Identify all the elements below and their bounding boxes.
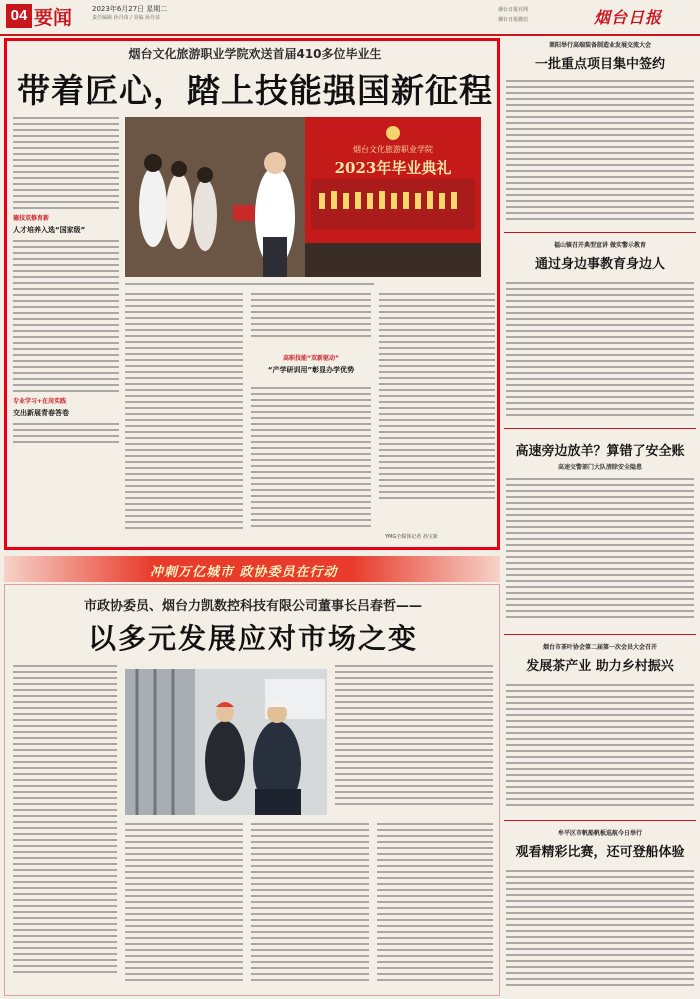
page-number: 04 bbox=[6, 4, 32, 28]
inline-subhead: 高职技能“双新驱动” “产学研训用”彰显办学优势 bbox=[267, 355, 355, 374]
editor-line: 责任编辑 孙丹苗 / 美编 孙丹苗 bbox=[92, 15, 161, 21]
subhead: 专业学习+在岗实践 bbox=[13, 398, 67, 405]
graduation-photo bbox=[125, 117, 481, 277]
right-headline[interactable]: 高速旁边放羊？算错了安全账 bbox=[515, 444, 685, 459]
lead-body-column bbox=[379, 293, 495, 529]
divider bbox=[504, 428, 696, 429]
subhead: 交出新展青春答卷 bbox=[13, 409, 69, 417]
second-body-column bbox=[125, 823, 243, 991]
lead-kicker: 烟台文化旅游职业学院欢送首届410多位毕业生 bbox=[128, 47, 382, 61]
subhead: 德技双修育新 bbox=[13, 215, 50, 222]
right-story[interactable] bbox=[504, 40, 696, 72]
lead-body-column bbox=[13, 117, 119, 537]
right-kicker: 牟平区市帆船帆板巡航今日举行 bbox=[557, 830, 642, 837]
second-headline[interactable]: 以多元发展应对市场之变 bbox=[87, 622, 418, 655]
corner-note: 烟台日报官网 bbox=[498, 7, 529, 13]
divider bbox=[504, 232, 696, 233]
factory-photo bbox=[125, 669, 327, 815]
lead-body-column bbox=[251, 293, 371, 349]
subhead: 人才培养入选“国家级” bbox=[13, 226, 86, 234]
right-body bbox=[506, 684, 694, 814]
corner-note: 烟台日报微信 bbox=[498, 17, 529, 23]
right-body bbox=[506, 282, 694, 422]
divider bbox=[504, 820, 696, 821]
lead-headline[interactable]: 带着匠心，踏上技能强国新征程 bbox=[17, 71, 493, 110]
svg-text:烟台文化旅游职业学院: 烟台文化旅游职业学院 bbox=[353, 145, 433, 154]
second-body-column bbox=[335, 665, 493, 815]
banner-text: 冲刺万亿城市 政协委员在行动 bbox=[150, 565, 338, 580]
section-banner bbox=[4, 556, 500, 582]
divider bbox=[504, 634, 696, 635]
masthead bbox=[0, 0, 700, 36]
right-headline[interactable]: 发展茶产业 助力乡村振兴 bbox=[526, 659, 674, 674]
right-kicker: 福山镇召开典型宣讲 做实警示教育 bbox=[553, 242, 647, 249]
right-body bbox=[506, 870, 694, 994]
photo-caption bbox=[125, 281, 481, 289]
svg-text:2023年毕业典礼: 2023年毕业典礼 bbox=[334, 159, 452, 177]
lead-story-frame[interactable] bbox=[4, 38, 500, 550]
second-body-column bbox=[13, 665, 117, 991]
right-headline[interactable]: 观看精彩比赛，还可登船体验 bbox=[515, 845, 685, 860]
right-body bbox=[506, 80, 694, 226]
right-story[interactable] bbox=[504, 436, 696, 471]
newspaper-logo[interactable]: 烟台日报 bbox=[594, 8, 663, 27]
right-kicker: 烟台市茶叶协会第二届第一次会员大会召开 bbox=[542, 644, 657, 651]
second-story-frame[interactable] bbox=[4, 584, 500, 996]
right-story[interactable] bbox=[504, 828, 696, 860]
right-headline[interactable]: 通过身边事教育身边人 bbox=[534, 257, 665, 272]
right-subhead: 高速交警部门大队清除安全隐患 bbox=[557, 464, 642, 471]
second-kicker: 市政协委员、烟台力凯数控科技有限公司董事长吕春哲—— bbox=[83, 599, 422, 614]
lead-body-column bbox=[125, 293, 243, 549]
second-body-column bbox=[377, 823, 493, 991]
second-body-column bbox=[251, 823, 369, 991]
right-story[interactable] bbox=[504, 642, 696, 674]
byline: YMG全媒体记者 孙宝新 bbox=[385, 534, 438, 540]
right-body bbox=[506, 478, 694, 628]
right-story[interactable] bbox=[504, 240, 696, 272]
lead-body-column bbox=[251, 387, 371, 549]
section-name: 要闻 bbox=[34, 7, 73, 29]
date-line: 2023年6月27日 星期二 bbox=[92, 5, 168, 13]
right-headline[interactable]: 一批重点项目集中签约 bbox=[534, 57, 665, 72]
right-kicker: 莱阳举行高端装备制造业发展交流大会 bbox=[548, 42, 651, 49]
